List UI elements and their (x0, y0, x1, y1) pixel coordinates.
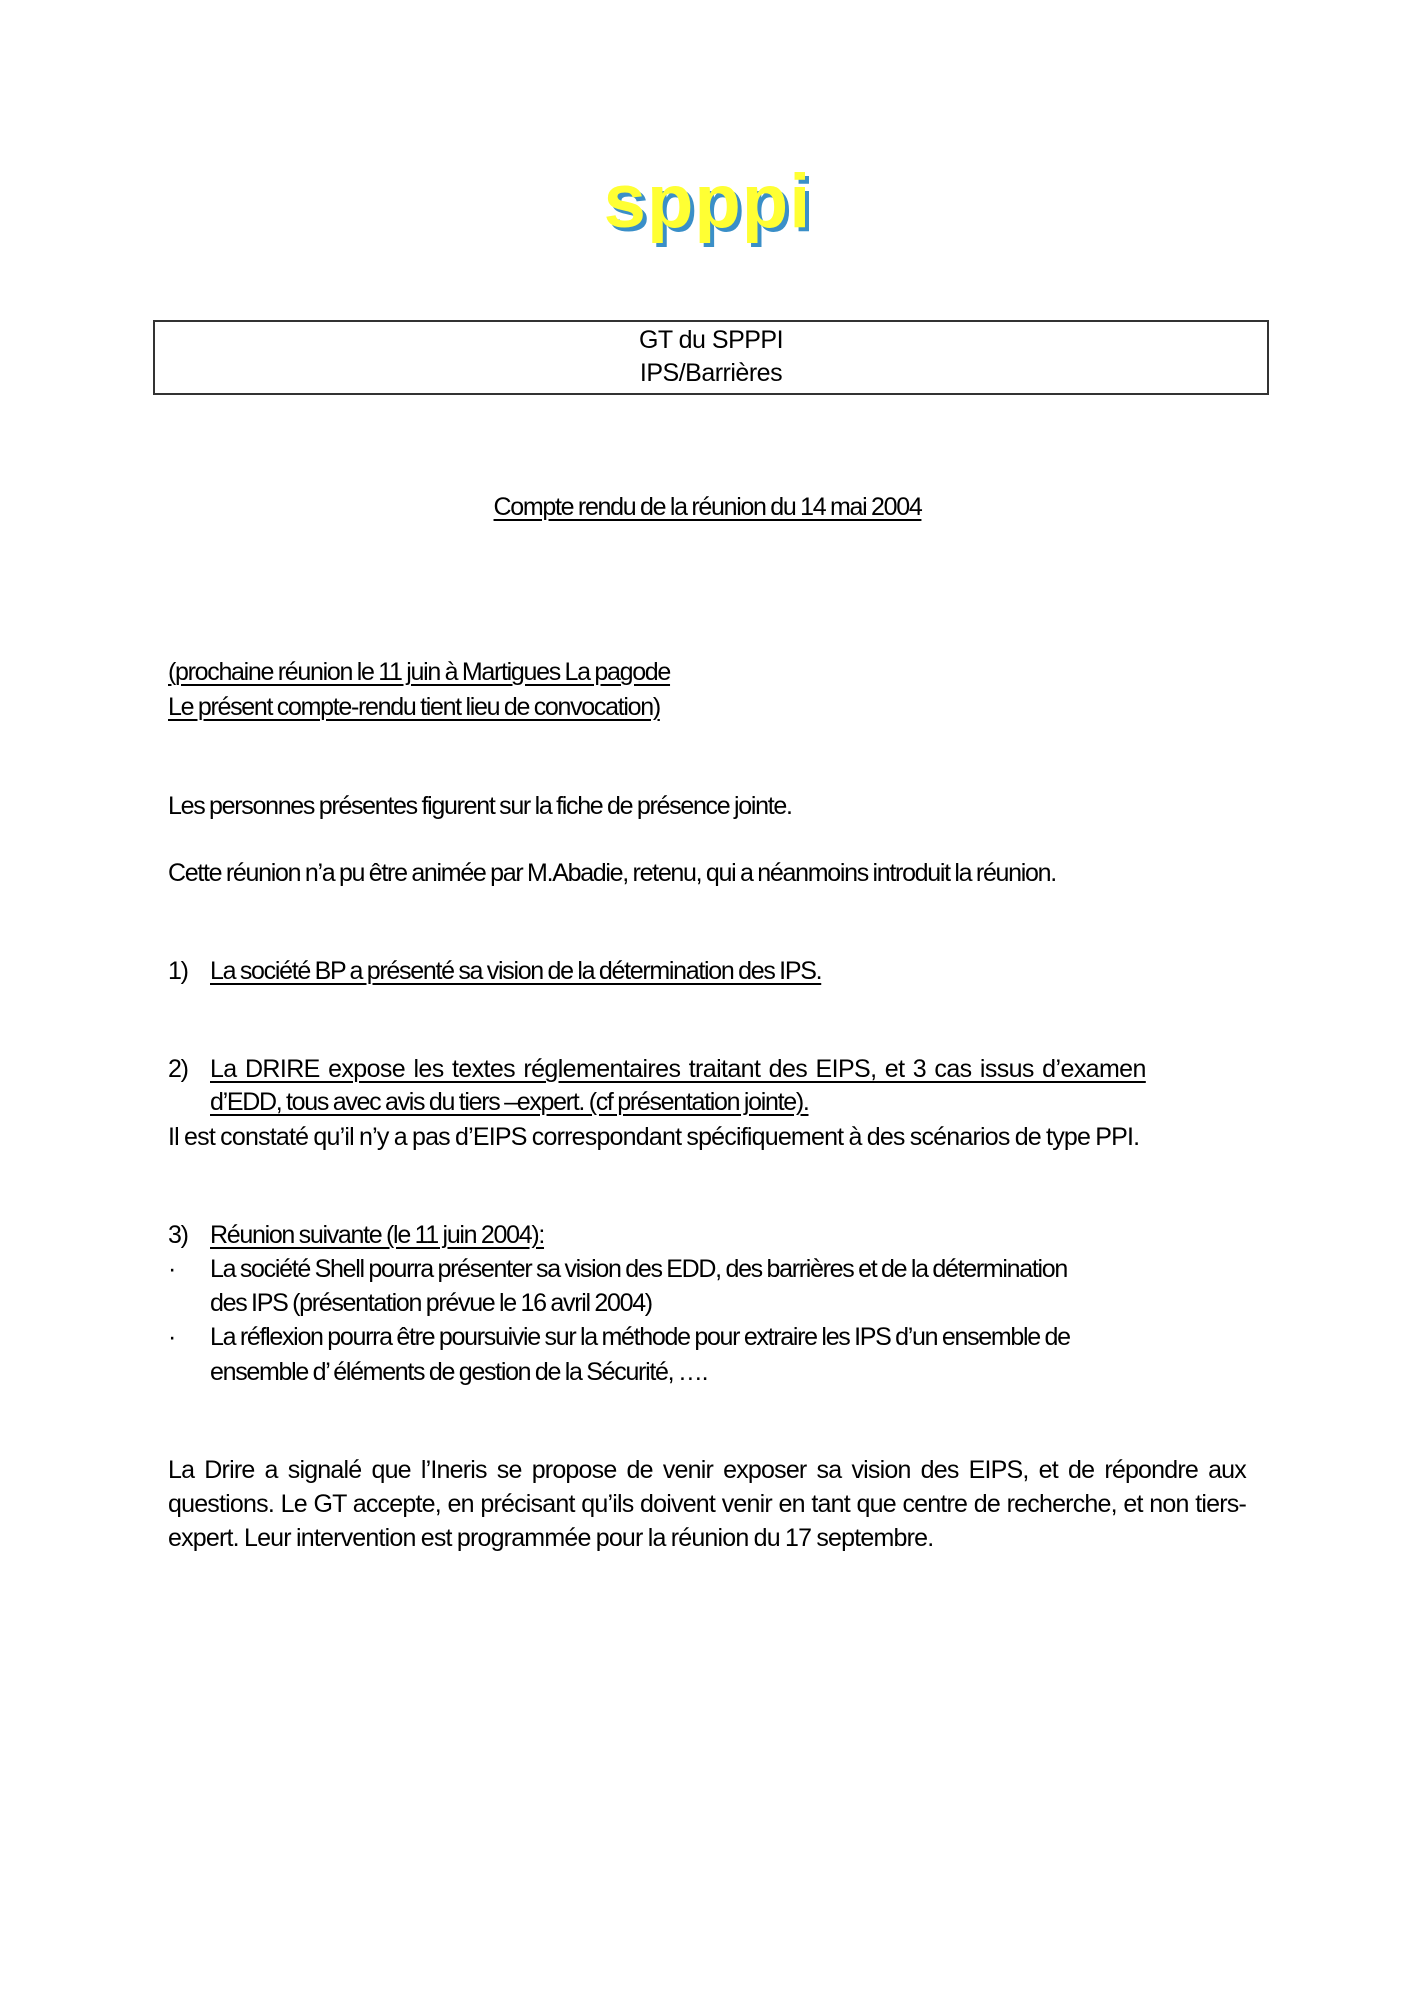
document-title (0, 490, 1415, 524)
bullet-2-line1: La réflexion pourra être poursuivie sur la méthode pour extraire les IPS d’un ensemble de (210, 1323, 1070, 1351)
next-meeting-line1: (prochaine réunion le 11 juin à Martigues La pagode (168, 658, 671, 686)
item-1-number: 1) (168, 957, 188, 985)
title-text: Compte rendu de la réunion du 14 mai 2004 (493, 493, 922, 521)
group-name: GT du SPPPI (638, 326, 784, 354)
bullet-1-line1: La société Shell pourra présenter sa vision des EDD, des barrières et de la détermination (210, 1255, 1067, 1283)
item-3-text: Réunion suivante (le 11 juin 2004): (210, 1221, 545, 1249)
closing-paragraph: La Drire a signalé que l’Ineris se propose de venir exposer sa vision des EIPS, et de répondre aux questions. Le GT accepte, en précisant qu’ils doivent venir en tant que centre de recherche, et non tiers-expert. Leur intervention est programmée pour la réunion du 17 septembre. (168, 1456, 1246, 1552)
item-3-number: 3) (168, 1221, 188, 1249)
bullet-2-symbol: · (168, 1323, 176, 1351)
item-2-number: 2) (168, 1055, 188, 1083)
bullet-1-symbol: · (168, 1255, 176, 1283)
item-1-text: La société BP a présenté sa vision de la détermination des IPS. (210, 957, 822, 985)
item-2-text-line1: La DRIRE expose les textes réglementaires traitant des EIPS, et 3 cas issus d’examen (210, 1055, 1146, 1083)
item-2-note: Il est constaté qu’il n’y a pas d’EIPS correspondant spécifiquement à des scénarios de type PPI. (168, 1123, 1140, 1151)
bullet-1-line2: des IPS (présentation prévue le 16 avril 2004) (210, 1289, 652, 1317)
bullet-2-line2: ensemble d’ éléments de gestion de la Sécurité, …. (210, 1358, 708, 1386)
header-box (153, 320, 1269, 395)
next-meeting-line2: Le présent compte-rendu tient lieu de convocation) (168, 693, 660, 721)
intro-paragraph: Cette réunion n’a pu être animée par M.Abadie, retenu, qui a néanmoins introduit la réunion. (168, 859, 1056, 887)
item-2-text-line2: d’EDD, tous avec avis du tiers –expert. (cf présentation jointe). (210, 1088, 809, 1116)
spppi-logo: spppi (603, 159, 812, 244)
presence-paragraph: Les personnes présentes figurent sur la fiche de présence jointe. (168, 792, 792, 820)
group-topic: IPS/Barrières (639, 359, 783, 387)
